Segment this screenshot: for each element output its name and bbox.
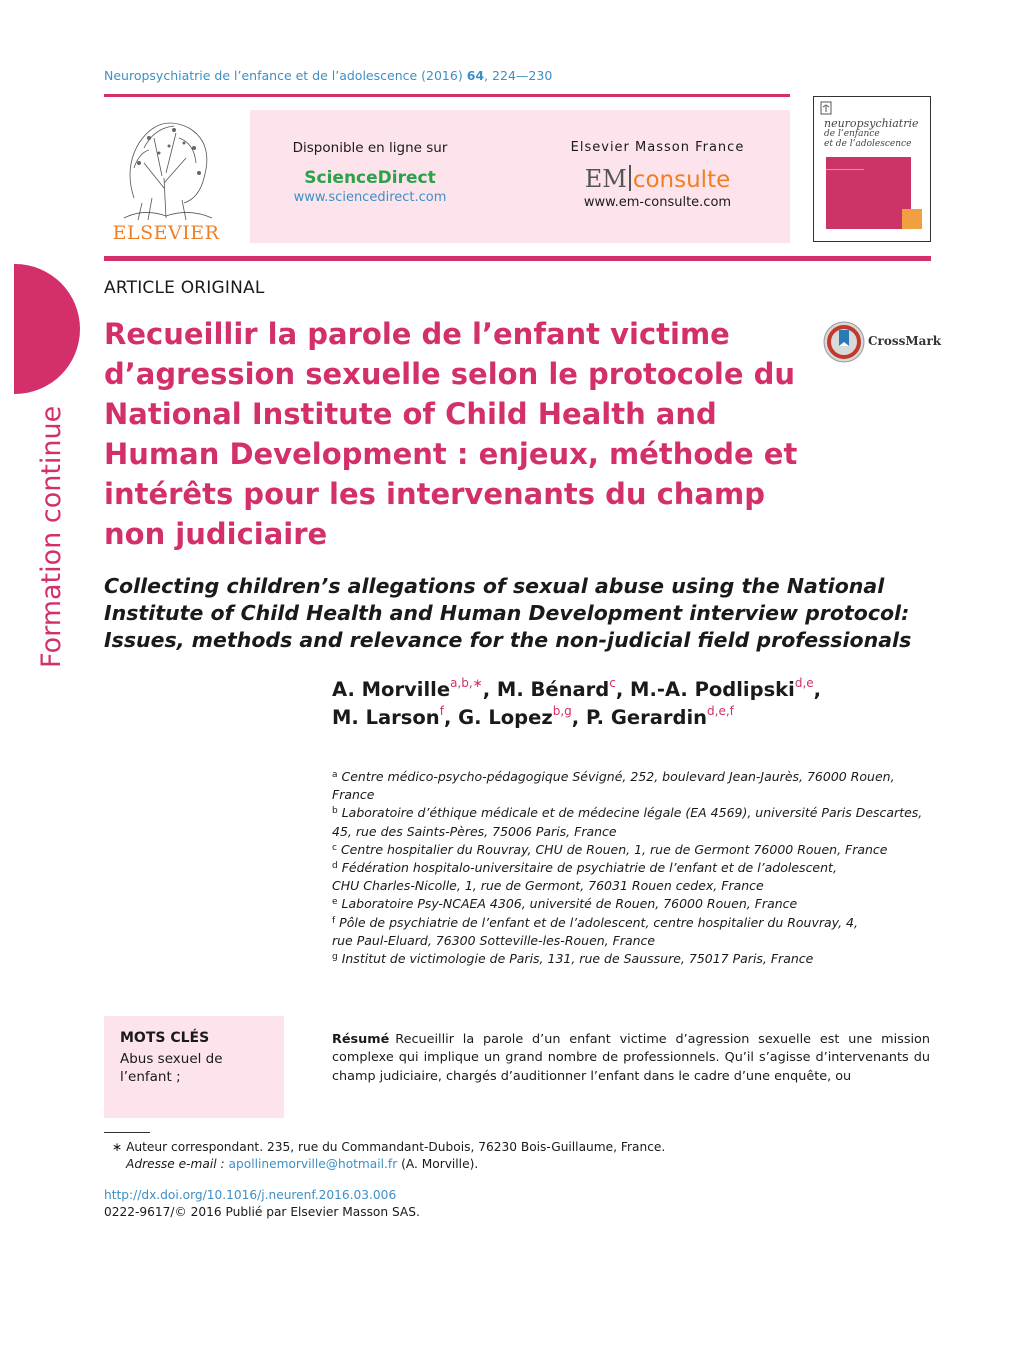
author-separator: , [482, 678, 497, 701]
author-separator: , [443, 706, 459, 729]
footnote-email-label: Adresse e-mail : [126, 1157, 225, 1171]
affiliation-line: France [332, 787, 375, 803]
author-name: G. Lopez [458, 706, 553, 729]
affiliation-c [332, 841, 932, 859]
keywords-box [104, 1016, 284, 1118]
affiliation-key: d [332, 861, 338, 872]
available-online-label: Disponible en ligne sur [292, 140, 448, 156]
author-name: P. Gerardin [585, 706, 708, 729]
cover-badge-icon [902, 209, 922, 229]
section-rule [104, 256, 931, 261]
issn-copyright: 0222-9617/© 2016 Publié par Elsevier Masson SAS. [104, 1205, 420, 1219]
doi-link[interactable]: http://dx.doi.org/10.1016/j.neurenf.2016.03.006 [104, 1188, 397, 1202]
affiliation-line: Laboratoire Psy-NCAEA 4306, université de Rouen, 76000 Rouen, France [341, 896, 798, 912]
journal-cover-thumbnail [813, 96, 931, 242]
cover-pink-block [826, 157, 911, 229]
affiliation-b [332, 804, 932, 822]
affiliation-d [332, 859, 932, 877]
affiliation-line: Institut de victimologie de Paris, 131, rue de Saussure, 75017 Paris, France [341, 951, 814, 967]
cover-elsevier-icon [820, 101, 832, 115]
cover-title-line1: neuropsychiatrie [824, 117, 919, 130]
affiliation-line: 45, rue des Saints-Pères, 75006 Paris, France [332, 823, 617, 839]
author-separator: , [813, 678, 822, 701]
sciencedirect-link[interactable]: www.sciencedirect.com [293, 190, 447, 205]
footnote-rule [104, 1132, 150, 1133]
emconsulte-logo [535, 165, 780, 193]
author-name: A. Morville [332, 678, 451, 701]
emconsulte-logo-bar [629, 165, 631, 191]
author-affil-marks: f [439, 704, 444, 718]
emconsulte-logo-em: EM [584, 165, 627, 193]
footnote-email-suffix: (A. Morville). [401, 1157, 479, 1171]
corresponding-author-footnote [112, 1139, 665, 1173]
footnote-marker: ∗ [112, 1140, 123, 1154]
keyword-item: Abus sexuel de l’enfant ; [120, 1051, 223, 1085]
author-affil-marks: a,b,∗ [450, 676, 483, 690]
emconsulte-block [535, 140, 780, 210]
side-tab-label: Formation continue [36, 405, 67, 668]
affiliation-line: Pôle de psychiatrie de l’enfant et de l’adolescent, centre hospitalier du Rouvray, 4, [339, 914, 858, 930]
affiliation-line: Fédération hospitalo-universitaire de psychiatrie de l’enfant et de l’adolescent, [341, 860, 837, 876]
author-name: M.-A. Podlipski [630, 678, 795, 701]
affiliation-g [332, 950, 932, 968]
affiliation-line: CHU Charles-Nicolle, 1, rue de Germont, 76031 Rouen cedex, France [332, 878, 764, 894]
affiliation-key: e [332, 897, 338, 908]
journal-pages: , 224—230 [484, 68, 553, 83]
author-affil-marks: d,e [794, 676, 814, 690]
affiliation-line: rue Paul-Eluard, 76300 Sotteville-les-Rouen, France [332, 932, 656, 948]
article-type: ARTICLE ORIGINAL [104, 278, 265, 298]
abstract-text: Recueillir la parole d’un enfant victime d’agression sexuelle est une mission complexe qui implique un grand nombre de professionnels. Qu’il s’agisse d’intervenants du champ judiciaire, chargés d’auditionner l’enfant dans le cadre d’une enquête, ou [332, 1032, 930, 1084]
author-affil-marks: d,e,f [707, 704, 734, 718]
sciencedirect-brand: ScienceDirect [304, 168, 436, 188]
emconsulte-link[interactable]: www.em-consulte.com [583, 195, 732, 210]
article-title-fr: Recueillir la parole de l’enfant victime d’agression sexuelle selon le protocole du National Institute of Child Health and Human Development : enjeux, méthode et intérêts pour les intervenants du champ non judiciaire [104, 317, 798, 551]
affiliation-key: a [332, 770, 338, 780]
affiliation-list [332, 768, 932, 968]
elsevier-wordmark: ELSEVIER [112, 222, 220, 244]
sciencedirect-block [250, 140, 490, 205]
keywords-heading: MOTS CLÉS [120, 1030, 210, 1046]
cover-title [824, 119, 924, 149]
footnote-address: Auteur correspondant. 235, rue du Commandant-Dubois, 76230 Bois-Guillaume, France. [126, 1140, 666, 1154]
article-title-en: Collecting children’s allegations of sexual abuse using the National Institute of Child Health and Human Development interview protocol: Issues, methods and relevance for the non-judicial field professionals [104, 574, 912, 652]
affiliation-line: Centre hospitalier du Rouvray, CHU de Rouen, 1, rue de Germont 76000 Rouen, France [340, 841, 888, 857]
cover-orange-line [826, 169, 864, 170]
abstract-label: Résumé [332, 1032, 390, 1047]
footnote-email-link[interactable]: apollinemorville@hotmail.fr [228, 1157, 398, 1171]
journal-reference [104, 68, 552, 83]
availability-box [250, 110, 790, 243]
author-name: M. Larson [332, 706, 440, 729]
journal-volume: 64 [466, 68, 485, 83]
cover-title-line3: et de l’adolescence [824, 139, 912, 149]
author-separator: , [571, 706, 586, 729]
emconsulte-logo-consulte: consulte [632, 167, 731, 193]
elsevier-masson-label: Elsevier Masson France [570, 140, 745, 155]
affiliation-f [332, 914, 932, 932]
affiliation-key: f [332, 915, 336, 926]
affiliation-key: g [332, 952, 338, 963]
header-rule [104, 94, 790, 97]
cover-title-line2: de l’enfance [824, 129, 880, 139]
abstract [332, 1031, 930, 1086]
crossmark-label[interactable]: CrossMark [868, 334, 942, 348]
side-tab-marker [14, 264, 80, 394]
author-affil-marks: b,g [552, 704, 572, 718]
affiliation-a [332, 768, 932, 786]
affiliation-e [332, 895, 932, 913]
affiliation-key: c [332, 842, 337, 853]
affiliation-line: Centre médico-psycho-pédagogique Sévigné, 252, boulevard Jean-Jaurès, 76000 Rouen, [341, 769, 895, 784]
affiliation-key: b [332, 806, 338, 817]
author-list [332, 676, 932, 732]
author-name: M. Bénard [496, 678, 610, 701]
author-separator: , [615, 678, 631, 701]
journal-name: Neuropsychiatrie de l’enfance et de l’adolescence (2016) [104, 68, 467, 83]
affiliation-line: Laboratoire d’éthique médicale et de médecine légale (EA 4569), université Paris Descartes, [341, 805, 923, 821]
author-affil-marks: c [609, 676, 616, 690]
